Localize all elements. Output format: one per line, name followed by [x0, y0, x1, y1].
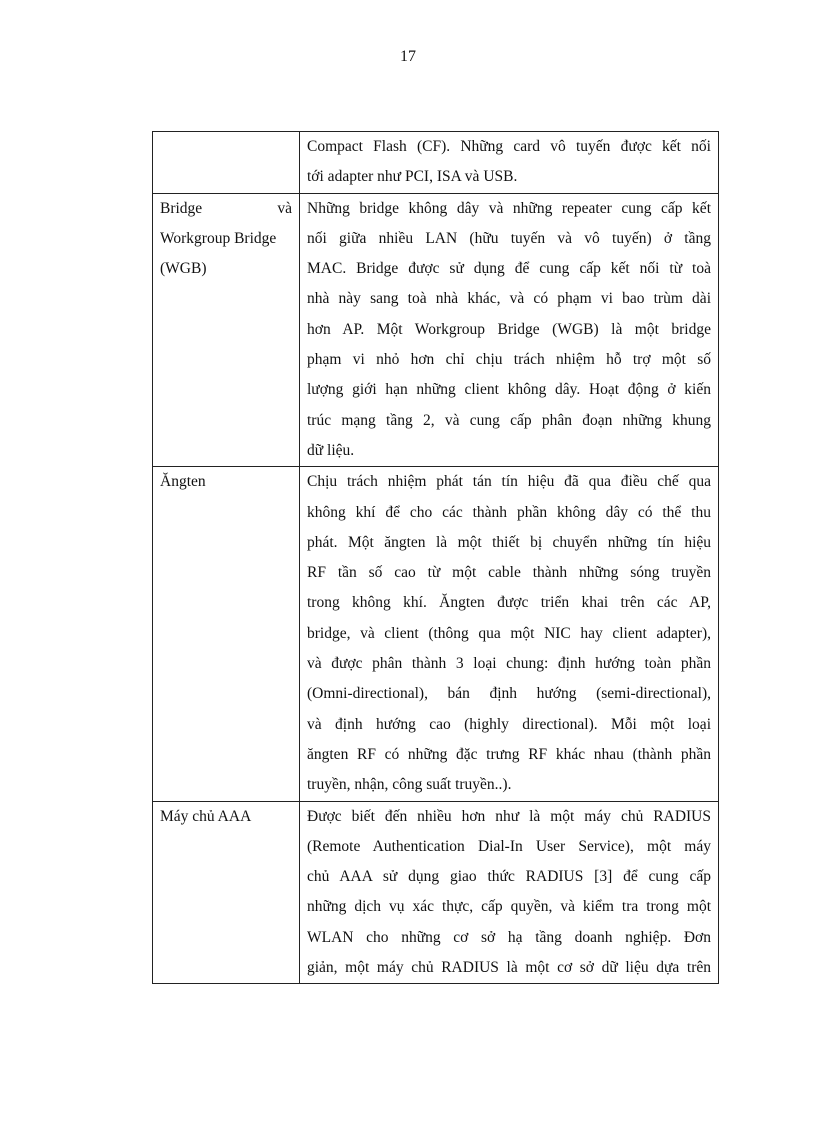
- description-line: Được biết đến nhiều hơn như là một máy chủ RADIUS: [307, 807, 711, 825]
- description-line: và được phân thành 3 loại chung: định hướng toàn phần: [307, 655, 711, 673]
- description-line: bridge, và client (thông qua một NIC hay client adapter),: [307, 624, 711, 642]
- term-line: (WGB): [160, 260, 207, 278]
- description-line: nhà này sang toà nhà khác, và có phạm vi bao trùm dài: [307, 290, 711, 308]
- description-line: trong không khí. Ăngten được triển khai trên các AP,: [307, 594, 711, 612]
- description-line: giản, một máy chủ RADIUS là một cơ sở dữ liệu dựa trên: [307, 959, 711, 977]
- description-line: WLAN cho những cơ sở hạ tầng doanh nghiệp. Đơn: [307, 928, 711, 946]
- table-row: [153, 193, 719, 467]
- description-line: phạm vi nhỏ hơn chỉ chịu trách nhiệm hỗ trợ một số: [307, 351, 711, 369]
- description-line: những dịch vụ xác thực, cấp quyền, và kiểm tra trong một: [307, 898, 711, 916]
- table-row: [153, 132, 719, 194]
- description-line: ăngten RF có những đặc trưng RF khác nhau (thành phần: [307, 745, 711, 763]
- description-line: MAC. Bridge được sử dụng để cung cấp kết nối từ toà: [307, 260, 711, 278]
- description-line: RF tần số cao từ một cable thành những sóng truyền: [307, 564, 711, 582]
- description-cell: [300, 801, 719, 984]
- description-line: và định hướng cao (highly directional). Mỗi một loại: [307, 715, 711, 733]
- description-line: tới adapter như PCI, ISA và USB.: [307, 168, 518, 186]
- table-row: [153, 467, 719, 801]
- description-line: chủ AAA sử dụng giao thức RADIUS [3] để cung cấp: [307, 868, 711, 886]
- description-line: Chịu trách nhiệm phát tán tín hiệu đã qua điều chế qua: [307, 473, 711, 491]
- page-number: 17: [400, 48, 416, 65]
- table-row: [153, 801, 719, 984]
- description-line: không khí để cho các thành phần không dây có thể thu: [307, 503, 711, 521]
- description-line: truyền, nhận, công suất truyền..).: [307, 776, 512, 794]
- description-cell: [300, 132, 719, 194]
- description-line: dữ liệu.: [307, 441, 355, 459]
- definitions-table: [152, 131, 719, 984]
- description-line: (Remote Authentication Dial-In User Service), một máy: [307, 837, 711, 855]
- description-line: nối giữa nhiều LAN (hữu tuyến và vô tuyến) ở tầng: [307, 229, 711, 247]
- term-cell: [153, 132, 300, 194]
- description-line: Compact Flash (CF). Những card vô tuyến được kết nối: [307, 138, 711, 155]
- term-cell: [153, 467, 300, 801]
- description-line: Những bridge không dây và những repeater cung cấp kết: [307, 199, 711, 217]
- term-line: Bridge và: [160, 199, 292, 217]
- term-cell: [153, 801, 300, 984]
- description-line: trúc mạng tầng 2, và cung cấp phân đoạn những khung: [307, 411, 711, 429]
- term-line: Ăngten: [160, 473, 206, 491]
- description-line: lượng giới hạn những client không dây. Hoạt động ở kiến: [307, 381, 711, 399]
- description-line: (Omni-directional), bán định hướng (semi-directional),: [307, 685, 711, 703]
- description-cell: [300, 467, 719, 801]
- description-cell: [300, 193, 719, 467]
- description-line: phát. Một ăngten là một thiết bị chuyển những tín hiệu: [307, 533, 711, 551]
- table-body: [153, 132, 719, 984]
- term-cell: [153, 193, 300, 467]
- term-line: Máy chủ AAA: [160, 807, 252, 825]
- description-line: hơn AP. Một Workgroup Bridge (WGB) là một bridge: [307, 320, 711, 338]
- term-line: Workgroup Bridge: [160, 229, 277, 247]
